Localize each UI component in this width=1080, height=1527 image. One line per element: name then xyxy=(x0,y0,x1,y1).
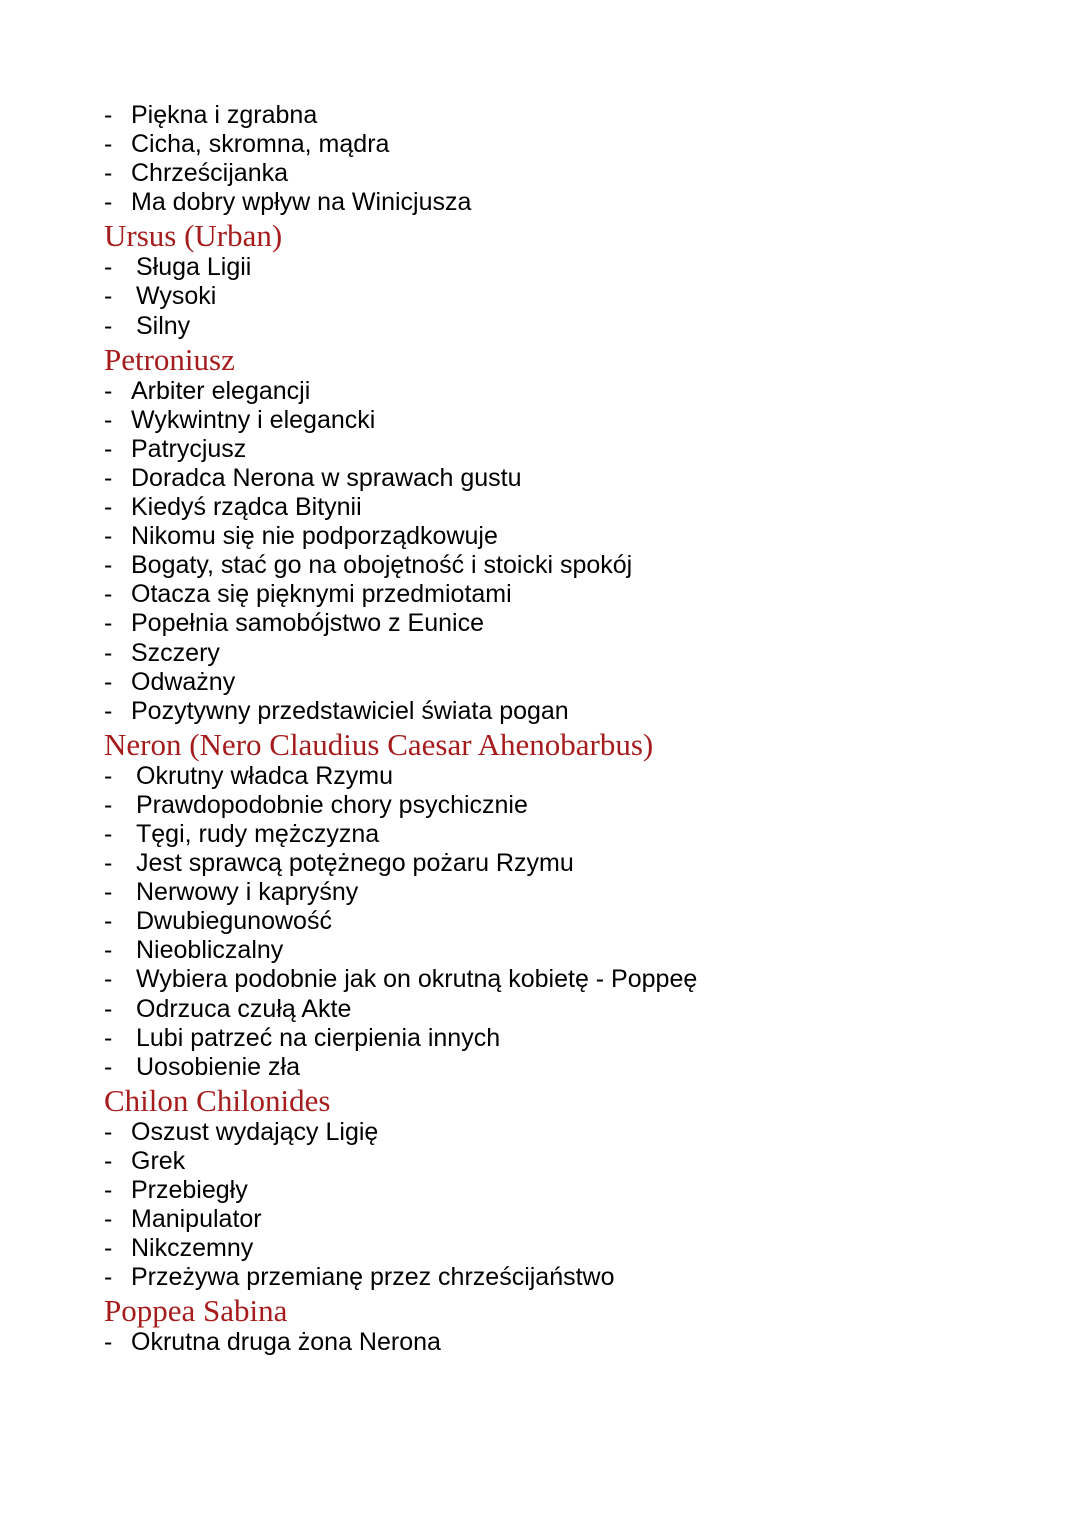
ligia-traits-list xyxy=(104,101,1004,217)
list-item: - Sługa Ligii xyxy=(104,253,1004,282)
list-item: - Lubi patrzeć na cierpienia innych xyxy=(104,1024,1004,1053)
list-item: - Chrześcijanka xyxy=(104,159,1004,188)
list-item: - Arbiter elegancji xyxy=(104,377,1004,406)
list-item: - Piękna i zgrabna xyxy=(104,101,1004,130)
list-item: - Prawdopodobnie chory psychicznie xyxy=(104,791,1004,820)
document-page xyxy=(104,101,1004,1357)
list-item: - Popełnia samobójstwo z Eunice xyxy=(104,609,1004,638)
section-heading-chilon: Chilon Chilonides xyxy=(104,1082,331,1118)
chilon-traits-list xyxy=(104,1118,1004,1293)
list-item: - Silny xyxy=(104,312,1004,341)
list-item: - Wysoki xyxy=(104,282,1004,311)
list-item: - Wybiera podobnie jak on okrutną kobietę - Poppeę xyxy=(104,965,1004,994)
list-item: - Dwubiegunowość xyxy=(104,907,1004,936)
list-item: - Otacza się pięknymi przedmiotami xyxy=(104,580,1004,609)
list-item: - Okrutna druga żona Nerona xyxy=(104,1328,1004,1357)
poppea-traits-list xyxy=(104,1328,1004,1357)
ursus-traits-list xyxy=(104,253,1004,340)
section-heading-ursus: Ursus (Urban) xyxy=(104,218,283,254)
neron-traits-list xyxy=(104,762,1004,1082)
petroniusz-traits-list xyxy=(104,377,1004,726)
list-item: - Tęgi, rudy mężczyzna xyxy=(104,820,1004,849)
list-item: - Doradca Nerona w sprawach gustu xyxy=(104,464,1004,493)
list-item: - Ma dobry wpływ na Winicjusza xyxy=(104,188,1004,217)
list-item: - Przeżywa przemianę przez chrześcijaństwo xyxy=(104,1263,1004,1292)
list-item: - Kiedyś rządca Bitynii xyxy=(104,493,1004,522)
section-heading-neron: Neron (Nero Claudius Caesar Ahenobarbus) xyxy=(104,726,654,762)
list-item: - Odrzuca czułą Akte xyxy=(104,995,1004,1024)
list-item: - Oszust wydający Ligię xyxy=(104,1118,1004,1147)
list-item: - Manipulator xyxy=(104,1205,1004,1234)
list-item: - Patrycjusz xyxy=(104,435,1004,464)
list-item: - Bogaty, stać go na obojętność i stoicki spokój xyxy=(104,551,1004,580)
list-item: - Nerwowy i kapryśny xyxy=(104,878,1004,907)
list-item: - Nikczemny xyxy=(104,1234,1004,1263)
list-item: - Odważny xyxy=(104,668,1004,697)
section-heading-petroniusz: Petroniusz xyxy=(104,341,235,377)
list-item: - Jest sprawcą potężnego pożaru Rzymu xyxy=(104,849,1004,878)
list-item: - Okrutny władca Rzymu xyxy=(104,762,1004,791)
list-item: - Pozytywny przedstawiciel świata pogan xyxy=(104,697,1004,726)
list-item: - Nikomu się nie podporządkowuje xyxy=(104,522,1004,551)
list-item: - Grek xyxy=(104,1147,1004,1176)
section-heading-poppea: Poppea Sabina xyxy=(104,1293,288,1329)
list-item: - Przebiegły xyxy=(104,1176,1004,1205)
list-item: - Uosobienie zła xyxy=(104,1053,1004,1082)
list-item: - Nieobliczalny xyxy=(104,936,1004,965)
list-item: - Wykwintny i elegancki xyxy=(104,406,1004,435)
list-item: - Szczery xyxy=(104,639,1004,668)
list-item: - Cicha, skromna, mądra xyxy=(104,130,1004,159)
